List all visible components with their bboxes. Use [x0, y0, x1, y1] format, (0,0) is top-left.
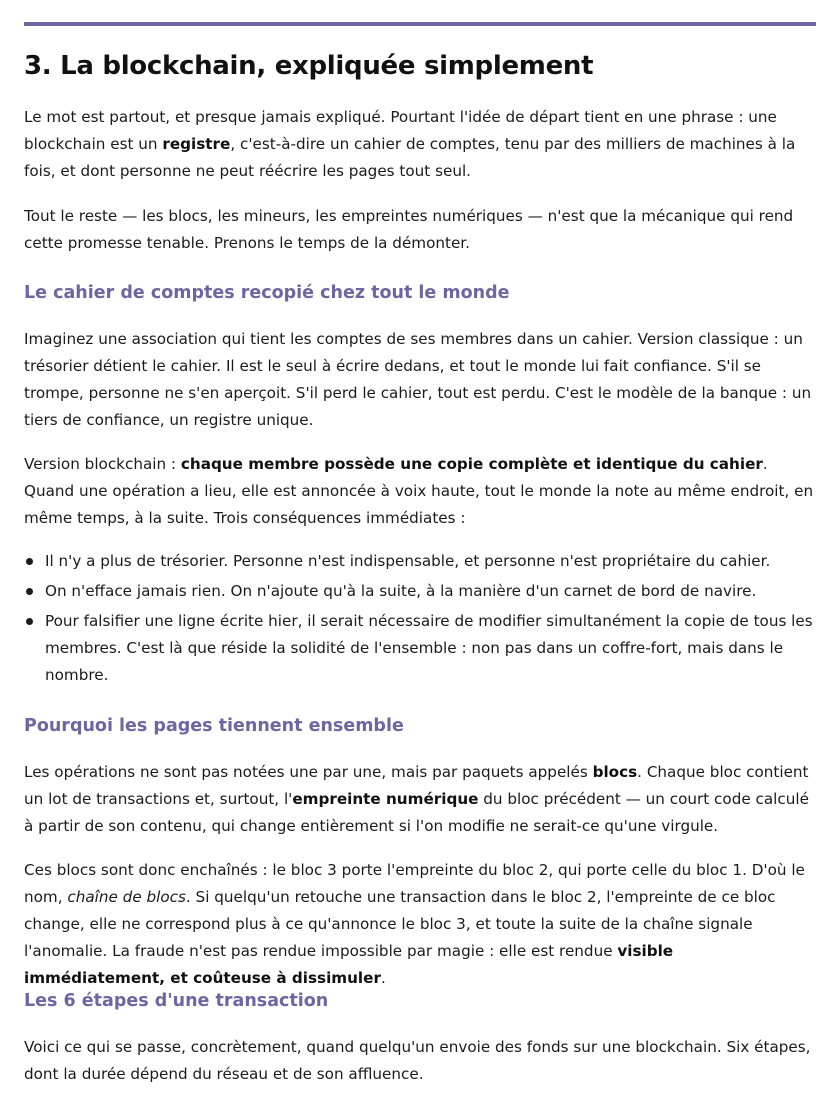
section2-p2-text-c: . Si quelqu'un retouche une transaction dans le bloc 2, l'empreinte de ce bloc change, elle ne correspond plus à ce qu'annonce le bloc 3, et toute la suite de la chaîne signale l'anomalie. La fraude n'est pas rendue impossible par magie : elle est rendue — [24, 888, 776, 960]
page-title: 3. La blockchain, expliquée simplement — [24, 51, 594, 81]
intro-p1-text-a: Le mot est partout, et presque jamais expliqué. Pourtant l'idée de départ tient en une phrase : une blockchain est un — [24, 108, 777, 153]
section3-paragraph-1: Voici ce qui se passe, concrètement, quand quelqu'un envoie des fonds sur une blockchain. Six étapes, dont la durée dépend du réseau et de son affluence. — [24, 1038, 811, 1083]
intro-paragraph-2: Tout le reste — les blocs, les mineurs, les empreintes numériques — n'est que la mécanique qui rend cette promesse tenable. Prenons le temps de la démonter. — [24, 207, 794, 252]
section2-p1-bold-blocs: blocs — [592, 763, 638, 781]
section2-p1-bold-empreinte: empreinte numérique — [292, 790, 479, 808]
list-item — [24, 548, 816, 575]
top-accent-rule — [24, 22, 816, 26]
section1-p2-text-c: . Quand une opération a lieu, elle est annoncée à voix haute, tout le monde la note au même endroit, en même temps, à la suite. Trois conséquences immédiates : — [24, 455, 814, 527]
section2-p1-text-c: . Chaque bloc contient un lot de transactions et, surtout, l' — [24, 763, 809, 808]
section1-paragraph-2 — [24, 451, 816, 532]
intro-p1-bold-registre: registre — [162, 135, 231, 153]
bullet-icon — [26, 618, 33, 625]
section2-p2-text-e: . — [380, 969, 386, 987]
section-heading-cahier: Le cahier de comptes recopié chez tout le monde — [24, 283, 510, 303]
section1-paragraph-1: Imaginez une association qui tient les comptes de ses membres dans un cahier. Version classique : un trésorier détient le cahier. Il est le seul à écrire dedans, et tout le monde lui fait confiance. S'il se trompe, personne ne s'en aperçoit. S'il perd le cahier, tout est perdu. C'est le modèle de la banque : un tiers de confiance, un registre unique. — [24, 330, 812, 429]
section2-p2-text-a: Ces blocs sont donc enchaînés : le bloc 3 porte l'empreinte du bloc 2, qui porte celle du bloc 1. D'où le nom, — [24, 861, 805, 906]
bullet-icon — [26, 588, 33, 595]
list-item — [24, 578, 816, 605]
section-heading-etapes: Les 6 étapes d'une transaction — [24, 991, 329, 1011]
consequences-list — [24, 548, 816, 692]
list-item-text: Il n'y a plus de trésorier. Personne n'est indispensable, et personne n'est propriétaire du cahier. — [45, 552, 771, 570]
list-item-text: On n'efface jamais rien. On n'ajoute qu'à la suite, à la manière d'un carnet de bord de navire. — [45, 582, 757, 600]
list-item-text: Pour falsifier une ligne écrite hier, il serait nécessaire de modifier simultanément la copie de tous les membres. C'est là que réside la solidité de l'ensemble : non pas dans un coffre-fort, mais dans le nombre. — [45, 612, 813, 684]
section2-paragraph-2 — [24, 857, 816, 992]
bullet-icon — [26, 558, 33, 565]
intro-p1-text-c: , c'est-à-dire un cahier de comptes, tenu par des milliers de machines à la fois, et dont personne ne peut réécrire les pages tout seul. — [24, 135, 796, 180]
section-heading-pages: Pourquoi les pages tiennent ensemble — [24, 716, 404, 736]
section2-p2-italic: chaîne de blocs — [67, 888, 186, 906]
list-item — [24, 608, 816, 689]
section2-p1-text-a: Les opérations ne sont pas notées une par une, mais par paquets appelés — [24, 763, 593, 781]
section1-p2-text-a: Version blockchain : — [24, 455, 181, 473]
section2-p1-text-e: du bloc précédent — un court code calculé à partir de son contenu, qui change entièrement si l'on modifie ne serait-ce qu'une virgule. — [24, 790, 809, 835]
section1-p2-bold: chaque membre possède une copie complète et identique du cahier — [180, 455, 763, 473]
intro-paragraph-1 — [24, 104, 816, 185]
section2-paragraph-1 — [24, 759, 816, 840]
section2-p2-bold: visible immédiatement, et coûteuse à dissimuler — [24, 942, 674, 987]
